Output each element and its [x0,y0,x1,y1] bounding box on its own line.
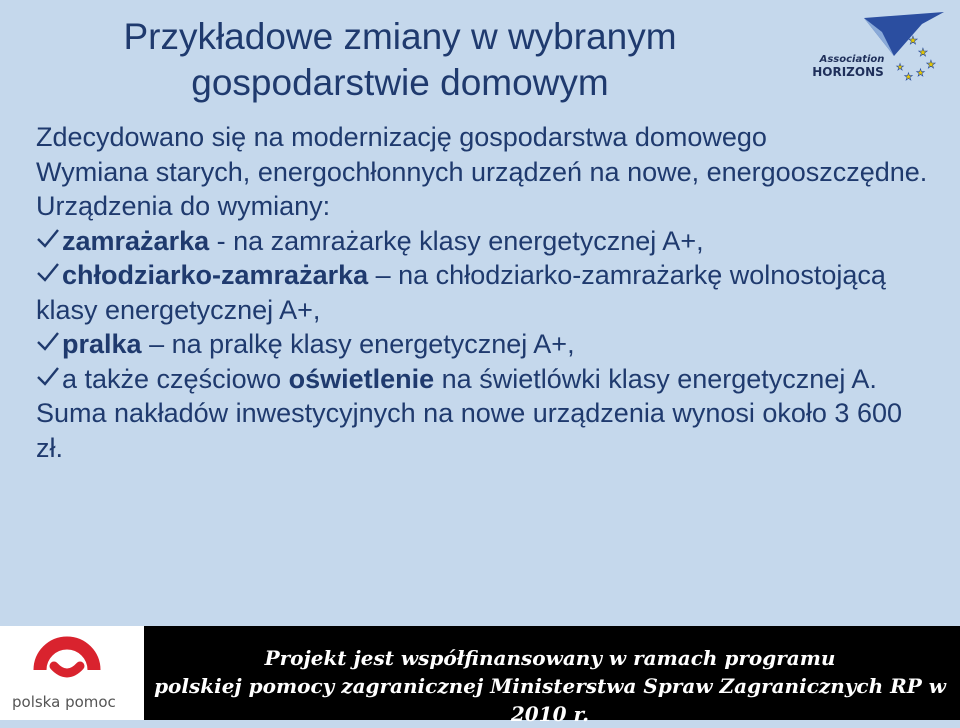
association-horizons-logo [804,10,954,92]
footer-line2: polskiej pomocy zagranicznej Ministerstwa Spraw Zagranicznych RP w 2010 r. [154,674,946,726]
logo-line2: HORIZONS [812,65,884,79]
slide-title-line1: Przykładowe zmiany w wybranym [123,16,677,57]
footer-bar [0,626,960,726]
item-device: pralka [62,329,142,359]
slide-content [36,120,936,465]
slide-title-line2: gospodarstwie domowym [191,62,609,103]
polska-pomoc-logo [0,626,144,720]
checkmark-icon [36,329,62,353]
item-description: na świetlówki klasy energetycznej A. [434,363,877,394]
star-icon: ★ [926,59,936,71]
checkmark-icon [36,226,62,250]
logo-line1: Association [819,54,885,65]
wing-shape [864,12,944,56]
star-icon: ★ [918,47,928,59]
item-device: oświetlenie [288,363,435,394]
checkmark-icon [36,260,62,284]
item-device: zamrażarka [62,225,210,256]
polska-pomoc-mark-icon [0,626,144,692]
item-device: chłodziarko-zamrażarka [62,260,369,290]
star-icon: ★ [896,62,905,72]
footer-line1: Projekt jest współfinansowany w ramach programu [264,646,836,670]
checkmark-icon [36,364,62,388]
list-item [36,224,936,259]
item-description: – na chłodziarko-zamrażarkę wolnostojącą klasy energetycznej A+, [36,260,886,325]
star-icon: ★ [916,68,925,79]
paragraph-devices-heading: Urządzenia do wymiany: [36,191,331,221]
list-item [36,362,936,397]
star-icon: ★ [904,72,913,83]
polska-pomoc-text: polska pomoc [12,693,116,711]
paragraph-total-cost: Suma nakładów inwestycyjnych na nowe urządzenia wynosi około 3 600 zł. [36,398,902,463]
item-description: - na zamrażarkę klasy energetycznej A+, [209,225,704,256]
star-icon: ★ [908,35,918,47]
list-item [36,327,936,362]
item-prefix: a także częściowo [62,363,289,394]
footer-funding-note [150,644,950,728]
item-description: – na pralkę klasy energetycznej A+, [141,329,575,359]
slide-title [60,14,740,106]
paragraph-replacement: Wymiana starych, energochłonnych urządzeń na nowe, energooszczędne. [36,156,928,187]
list-item [36,258,936,327]
paragraph-modernization: Zdecydowano się na modernizację gospodarstwa domowego [36,122,767,152]
